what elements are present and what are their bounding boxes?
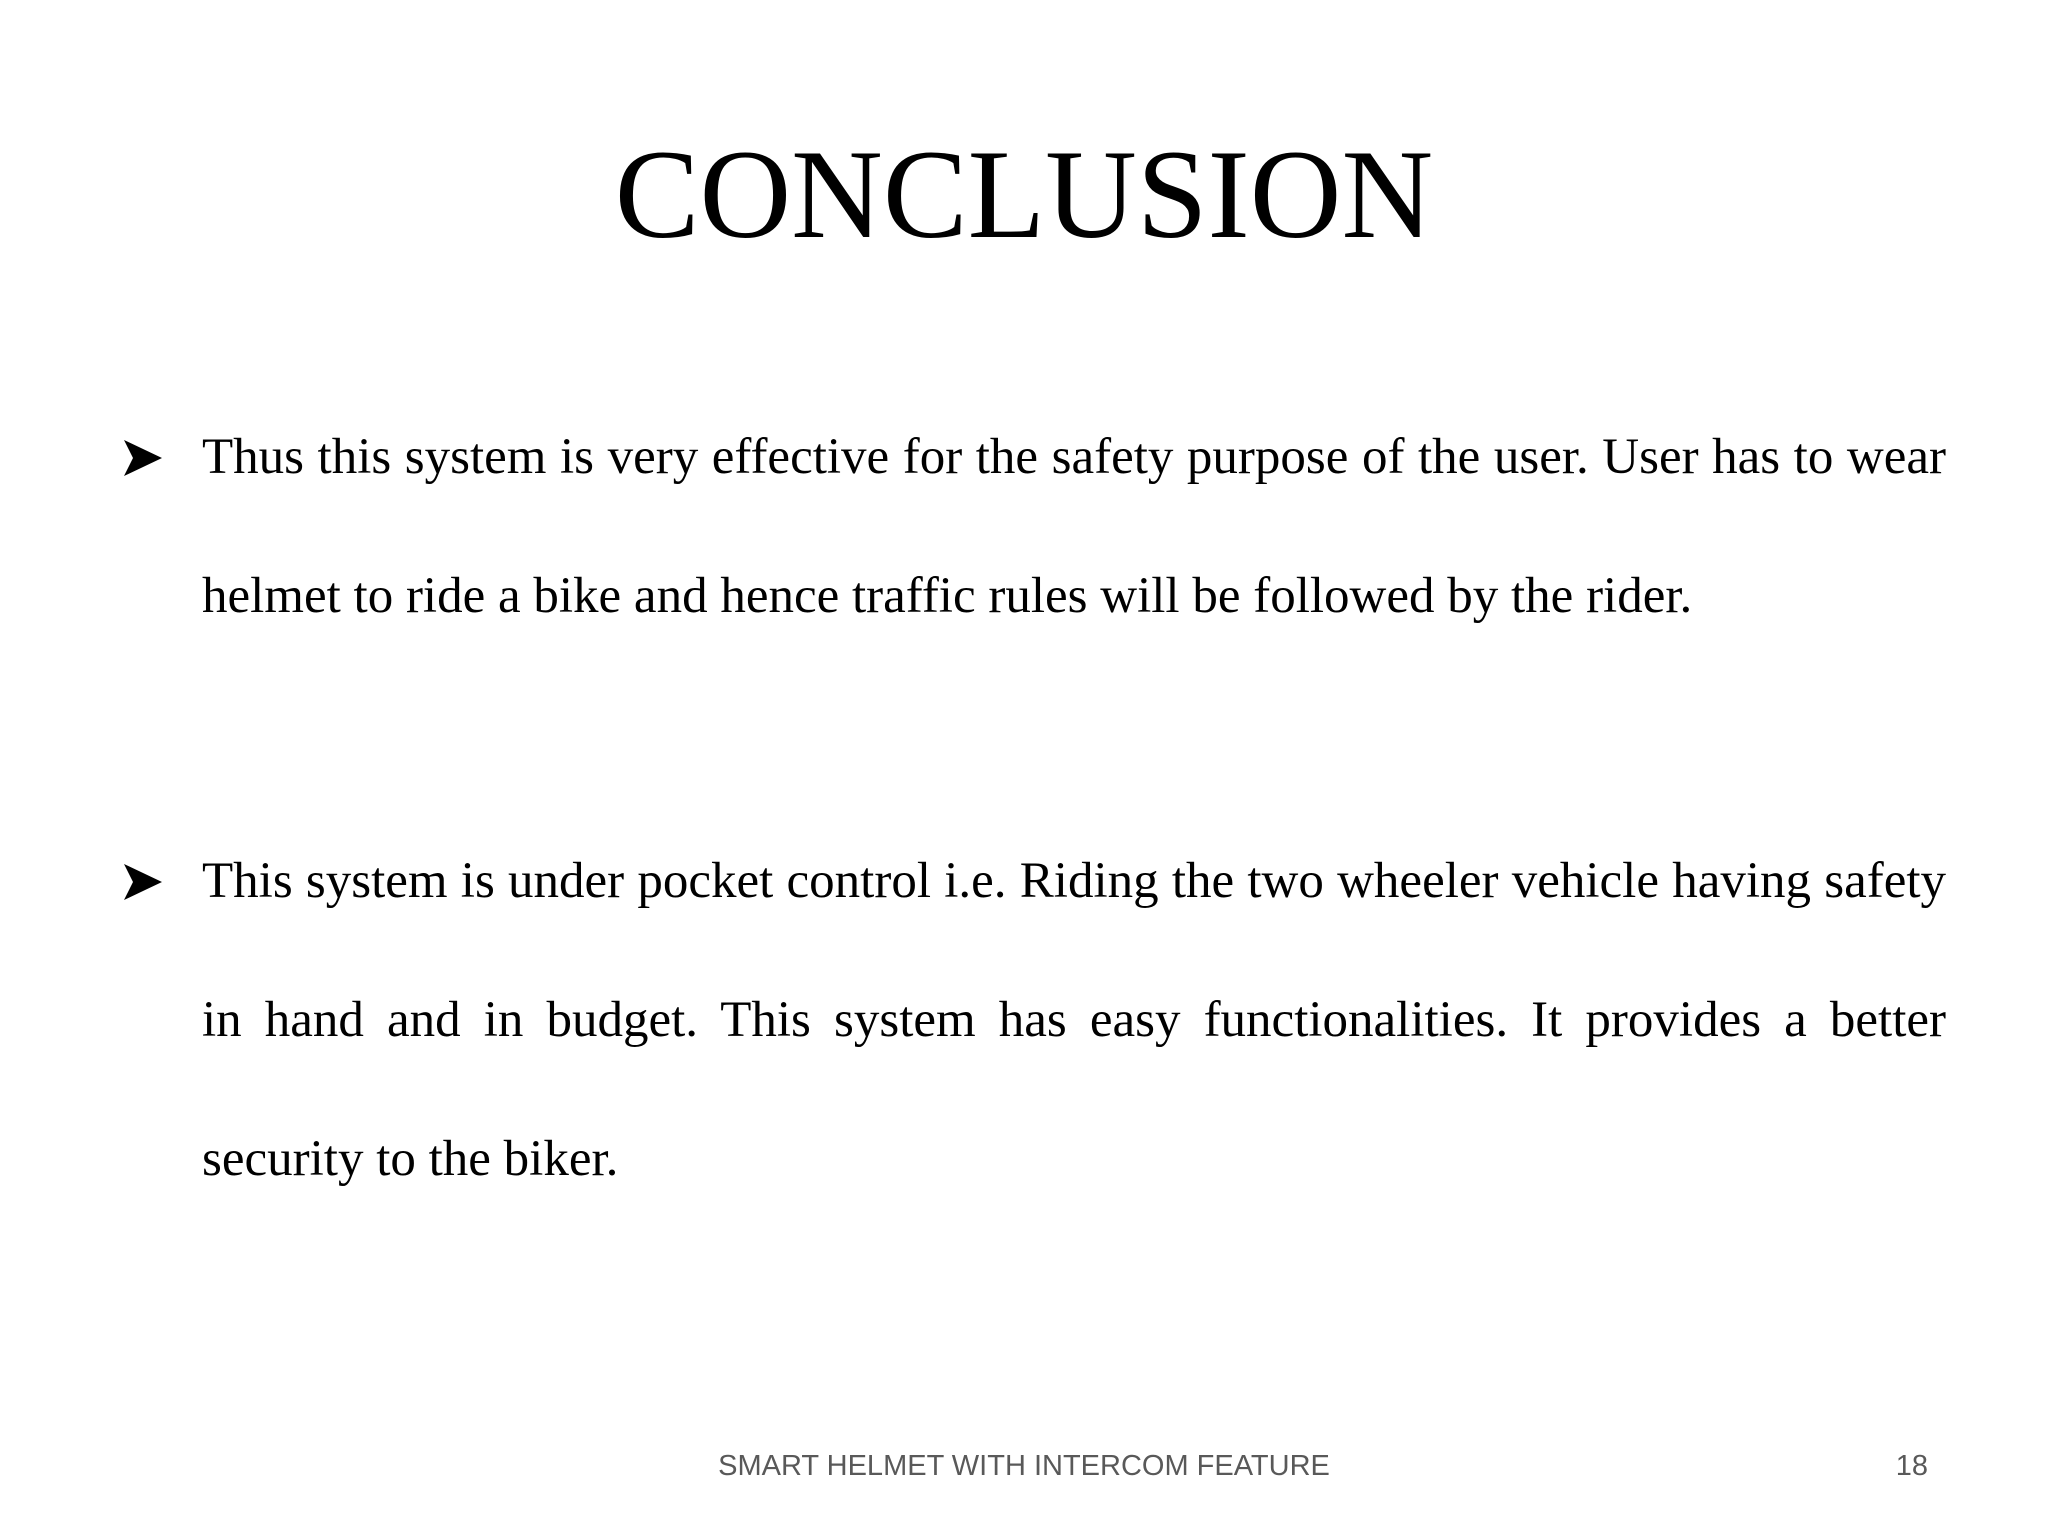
- bullet-text: This system is under pocket control i.e. Riding the two wheeler vehicle having safety in hand and in budget. This system has easy functionalities. It provides a better security to the biker.: [202, 853, 1946, 1187]
- arrowhead-bullet-icon: [124, 812, 184, 952]
- footer-text: SMART HELMET WITH INTERCOM FEATURE: [718, 1450, 1330, 1482]
- bullet-text: Thus this system is very effective for the safety purpose of the user. User has to wear helmet to ride a bike and hence traffic rules will be followed by the rider.: [202, 429, 1946, 624]
- page-number: 18: [1895, 1450, 1928, 1482]
- slide-title: CONCLUSION: [614, 125, 1434, 265]
- arrowhead-bullet-icon: [124, 388, 184, 528]
